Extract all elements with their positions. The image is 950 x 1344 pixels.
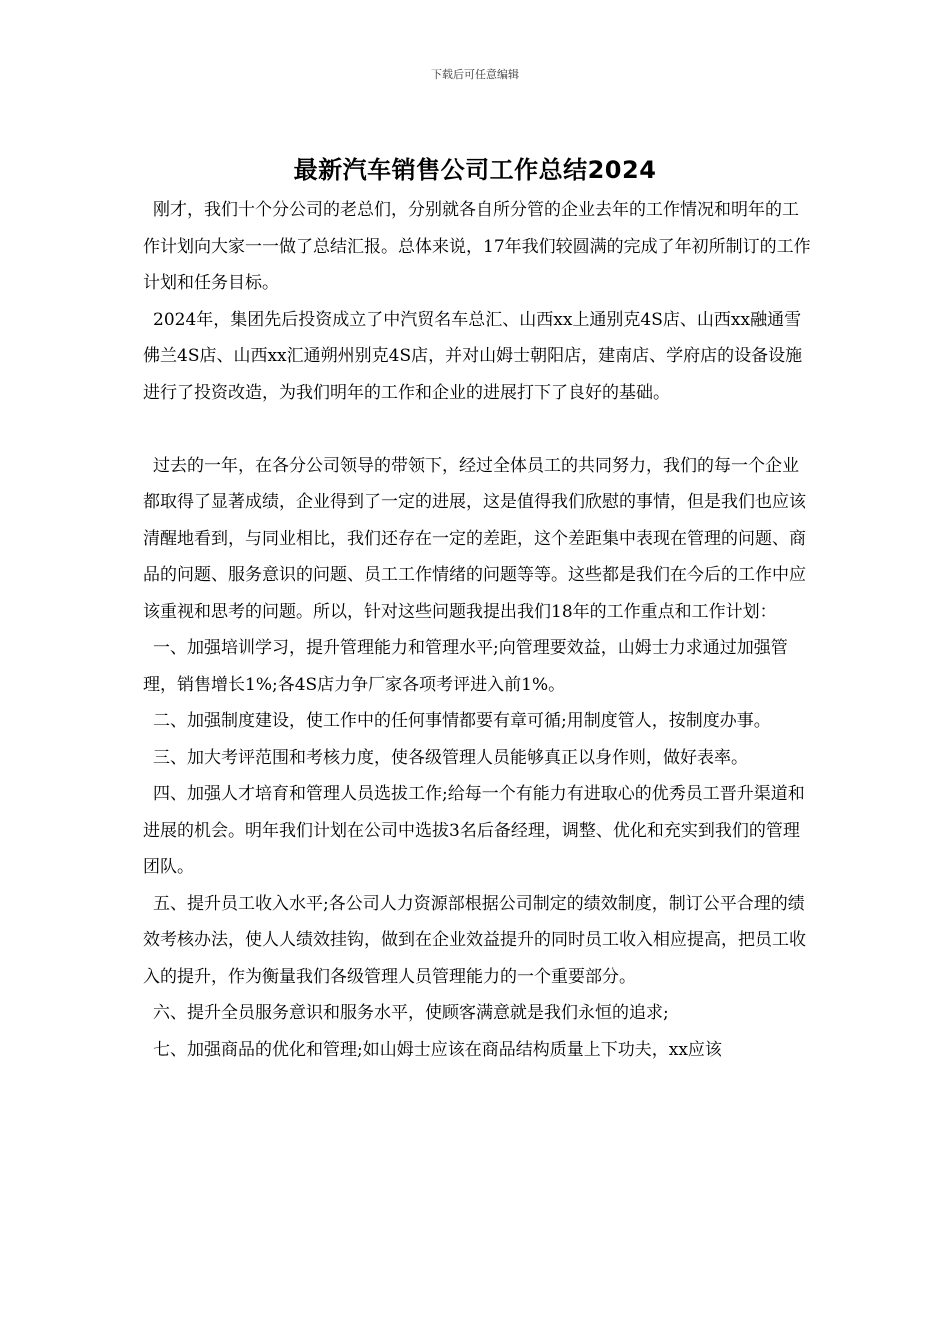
paragraph-10: 七、加强商品的优化和管理;如山姆士应该在商品结构质量上下功夫，xx应该 xyxy=(153,1039,722,1060)
paragraph-1: 刚才，我们十个分公司的老总们，分别就各自所分管的企业去年的工作情况和明年的工作计划向大家一一做了总结汇报。总体来说，17年我们较圆满的完成了年初所制订的工作计划和任务目标。 xyxy=(143,200,811,293)
header-note: 下载后可任意编辑 xyxy=(431,68,519,81)
paragraph-6: 三、加大考评范围和考核力度，使各级管理人员能够真正以身作则，做好表率。 xyxy=(153,747,748,768)
document-body xyxy=(143,192,811,1068)
paragraph-8: 五、提升员工收入水平;各公司人力资源部根据公司制定的绩效制度，制订公平合理的绩效考核办法，使人人绩效挂钩，做到在企业效益提升的同时员工收入相应提高，把员工收入的提升，作为衡量我们各级管理人员管理能力的一个重要部分。 xyxy=(143,893,806,987)
paragraph-2: 2024年，集团先后投资成立了中汽贸名车总汇、山西xx上通别克4S店、山西xx融通雪佛兰4S店、山西xx汇通朔州别克4S店，并对山姆士朝阳店，建南店、学府店的设备设施进行了投资改造，为我们明年的工作和企业的进展打下了良好的基础。 xyxy=(143,309,803,403)
blank-line xyxy=(143,411,811,448)
paragraph-3: 过去的一年，在各分公司领导的带领下，经过全体员工的共同努力，我们的每一个企业都取得了显著成绩，企业得到了一定的进展，这是值得我们欣慰的事情，但是我们也应该清醒地看到，与同业相比，我们还存在一定的差距，这个差距集中表现在管理的问题、商品的问题、服务意识的问题、员工工作情绪的问题等等。这些都是我们在今后的工作中应该重视和思考的问题。所以，针对这些问题我提出我们18年的工作重点和工作计划： xyxy=(143,455,806,622)
page-title: 最新汽车销售公司工作总结2024 xyxy=(293,156,657,184)
paragraph-7: 四、加强人才培育和管理人员选拔工作;给每一个有能力有进取心的优秀员工晋升渠道和进展的机会。明年我们计划在公司中选拔3名后备经理，调整、优化和充实到我们的管理团队。 xyxy=(143,784,805,877)
paragraph-4: 一、加强培训学习，提升管理能力和管理水平;向管理要效益，山姆士力求通过加强管理，销售增长1%;各4S店力争厂家各项考评进入前1%。 xyxy=(143,638,788,695)
paragraph-5: 二、加强制度建设，使工作中的任何事情都要有章可循;用制度管人，按制度办事。 xyxy=(153,711,771,731)
paragraph-9: 六、提升全员服务意识和服务水平，使顾客满意就是我们永恒的追求; xyxy=(153,1003,669,1023)
